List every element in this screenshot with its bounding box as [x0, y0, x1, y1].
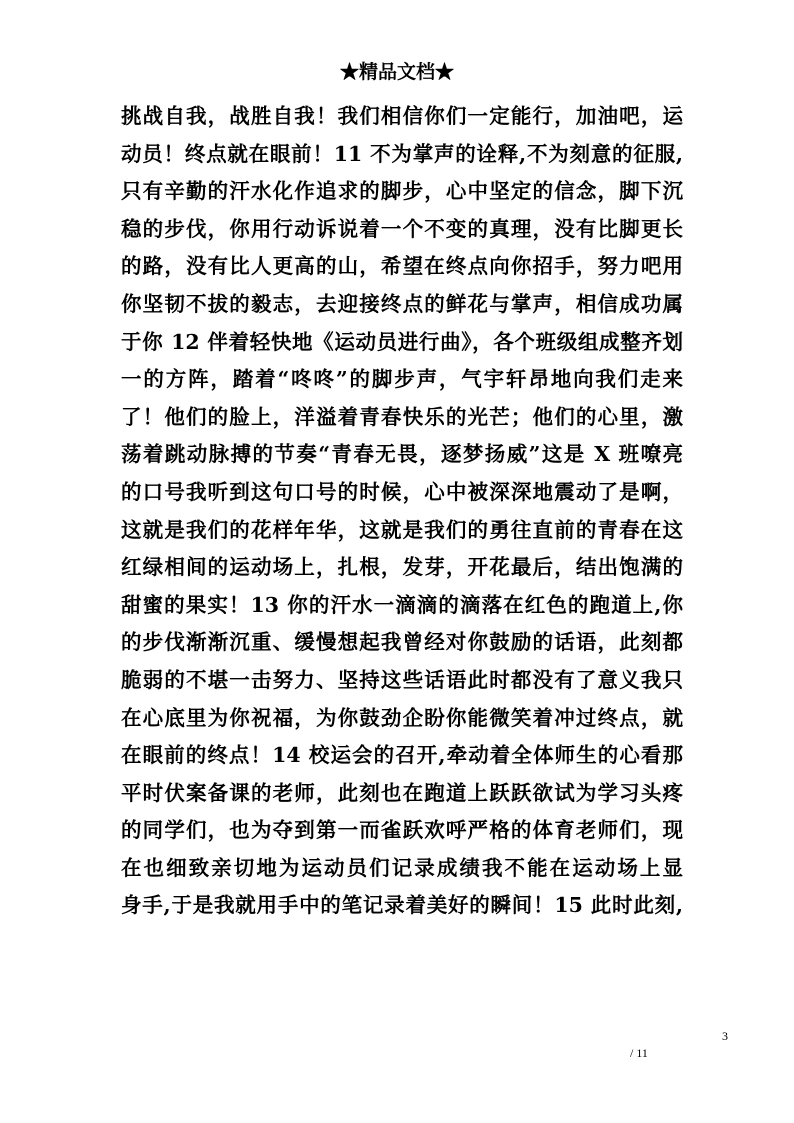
text-line: 平时伏案备课的老师，此刻也在跑道上跃跃欲试为学习头疼 [121, 780, 683, 805]
page-header-title: ★精品文档★ [339, 61, 454, 83]
text-line: 了！他们的脸上，洋溢着青春快乐的光芒；他们的心里，激 [121, 404, 683, 429]
text-line: 一的方阵，踏着“咚咚”的脚步声，气宇轩昂地向我们走来 [121, 367, 683, 392]
text-line: 在也细致亲切地为运动员们记录成绩我不能在运动场上显 [121, 855, 683, 880]
page-total: / 11 [630, 1046, 648, 1060]
text-line: 只有辛勤的汗水化作追求的脚步，心中坚定的信念，脚下沉 [121, 179, 683, 204]
text-line: 身手,于是我就用手中的笔记录着美好的瞬间！15 此时此刻, [121, 893, 683, 918]
text-line: 在心底里为你祝福，为你鼓劲企盼你能微笑着冲过终点，就 [121, 705, 683, 730]
text-line: 荡着跳动脉搏的节奏“青春无畏，逐梦扬威”这是 X 班嘹亮 [121, 442, 683, 467]
text-line: 稳的步伐，你用行动诉说着一个不变的真理，没有比脚更长 [121, 216, 683, 241]
body-text [121, 98, 683, 925]
text-line: 红绿相间的运动场上，扎根，发芽，开花最后，结出饱满的 [121, 555, 683, 580]
text-line: 的步伐渐渐沉重、缓慢想起我曾经对你鼓励的话语，此刻都 [121, 630, 683, 655]
text-line: 于你 12 伴着轻快地《运动员进行曲》，各个班级组成整齐划 [121, 329, 683, 354]
page-number: 3 [722, 1029, 728, 1043]
text-line: 脆弱的不堪一击努力、坚持这些话语此时都没有了意义我只 [121, 667, 683, 692]
text-line: 的同学们，也为夺到第一而雀跃欢呼严格的体育老师们，现 [121, 818, 683, 843]
text-line: 挑战自我，战胜自我！我们相信你们一定能行，加油吧，运 [121, 104, 683, 128]
text-line: 在眼前的终点！14 校运会的召开,牵动着全体师生的心看那 [121, 743, 683, 768]
text-line: 的口号我听到这句口号的时候，心中被深深地震动了是啊， [121, 479, 683, 504]
text-line: 你坚韧不拔的毅志，去迎接终点的鲜花与掌声，相信成功属 [121, 291, 683, 316]
text-line: 动员！终点就在眼前！11 不为掌声的诠释,不为刻意的征服, [121, 141, 683, 166]
text-line: 的路，没有比人更高的山，希望在终点向你招手，努力吧用 [121, 254, 683, 279]
text-line: 甜蜜的果实！13 你的汗水一滴滴的滴落在红色的跑道上,你 [121, 592, 683, 617]
text-line: 这就是我们的花样年华，这就是我们的勇往直前的青春在这 [121, 517, 683, 542]
